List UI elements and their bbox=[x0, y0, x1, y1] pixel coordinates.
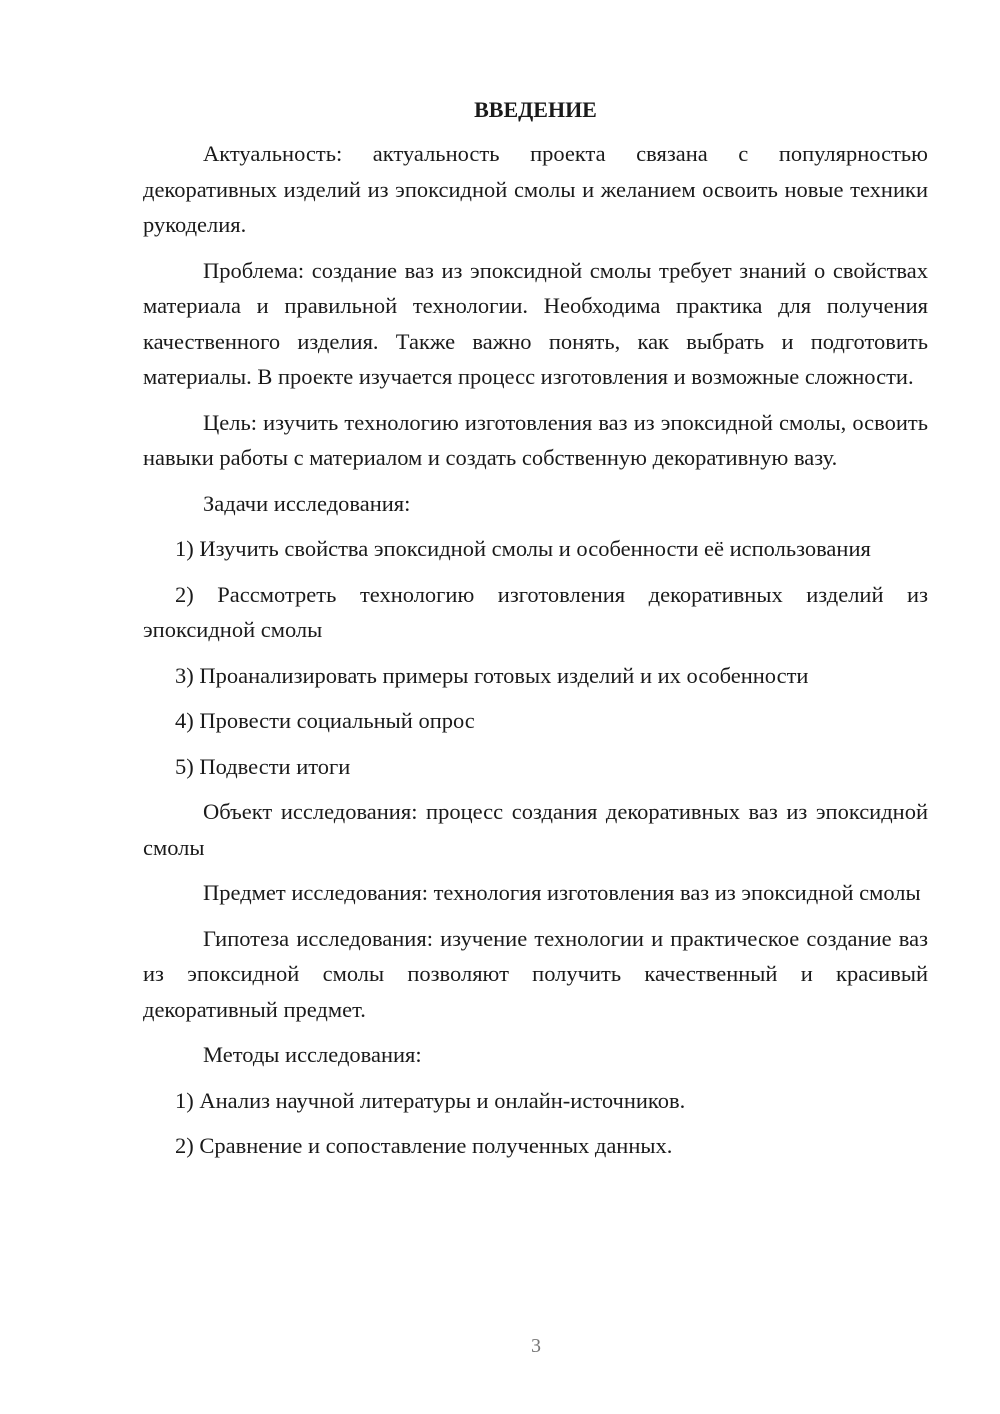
object-paragraph: Объект исследования: процесс создания декоративных ваз из эпоксидной смолы bbox=[143, 799, 928, 860]
method-item-2: 2) Сравнение и сопоставление полученных данных. bbox=[175, 1133, 673, 1158]
relevance-paragraph: Актуальность: актуальность проекта связана с популярностью декоративных изделий из эпоксидной смолы и желанием освоить новые техники рукоделия. bbox=[143, 141, 928, 237]
methods-heading: Методы исследования: bbox=[203, 1042, 422, 1067]
goal-paragraph: Цель: изучить технологию изготовления ваз из эпоксидной смолы, освоить навыки работы с материалом и создать собственную декоративную вазу. bbox=[143, 409, 928, 470]
hypothesis-paragraph: Гипотеза исследования: изучение технологии и практическое создание ваз из эпоксидной смолы позволяют получить качественный и красивый декоративный предмет. bbox=[143, 925, 928, 1022]
task-item-3: 3) Проанализировать примеры готовых изделий и их особенности bbox=[175, 662, 809, 688]
task-item-2: 2) Рассмотреть технологию изготовления декоративных изделий из эпоксидной смолы bbox=[143, 581, 928, 642]
page-content bbox=[143, 92, 928, 1174]
task-item-4: 4) Провести социальный опрос bbox=[175, 708, 475, 733]
page-title: ВВЕДЕНИЕ bbox=[474, 97, 597, 122]
page-number: 3 bbox=[531, 1335, 541, 1357]
method-item-1: 1) Анализ научной литературы и онлайн-источников. bbox=[175, 1087, 686, 1113]
subject-paragraph: Предмет исследования: технология изготовления ваз из эпоксидной смолы bbox=[203, 880, 921, 905]
tasks-heading: Задачи исследования: bbox=[203, 490, 411, 516]
task-item-1: 1) Изучить свойства эпоксидной смолы и особенности её использования bbox=[175, 536, 871, 561]
task-item-5: 5) Подвести итоги bbox=[175, 753, 351, 779]
problem-paragraph: Проблема: создание ваз из эпоксидной смолы требует знаний о свойствах материала и правильной технологии. Необходима практика для получения качественного изделия. Также важно понять, как выбрать и подготовить материалы. В проекте изучается процесс изготовления и возможные сложности. bbox=[143, 257, 928, 389]
